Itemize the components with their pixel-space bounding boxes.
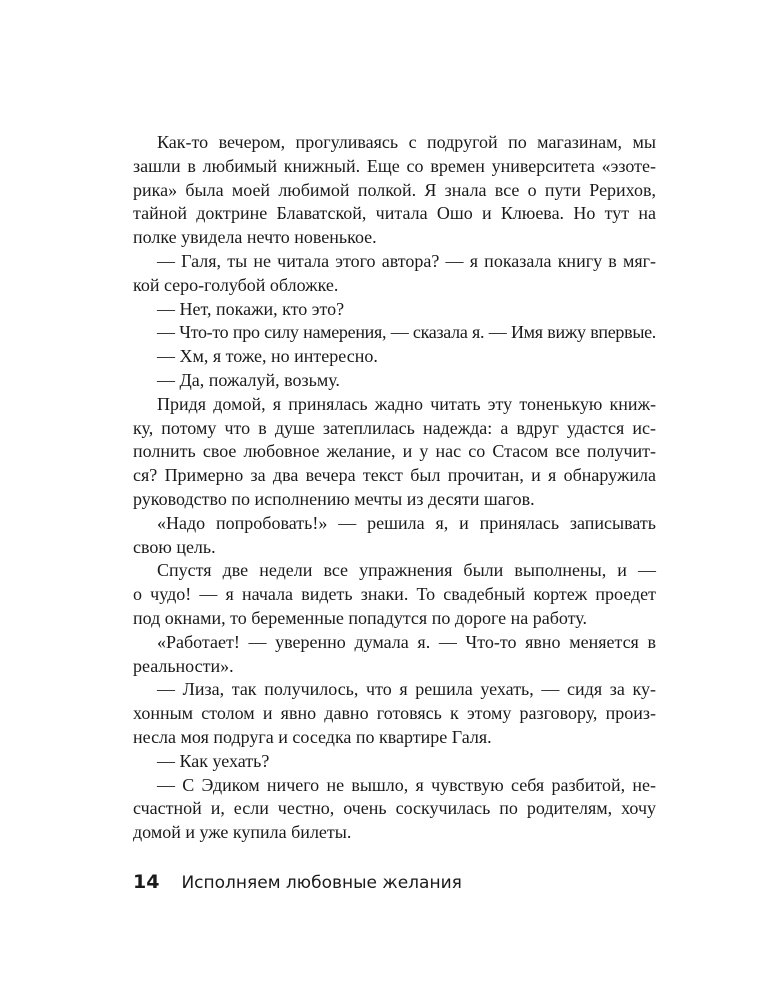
text-line: — Галя, ты не читала этого автора? — я показала книгу в мяг- <box>157 250 656 271</box>
page-number: 14 <box>133 871 160 893</box>
text-line: кой серо-голубой обложке. <box>133 274 339 295</box>
text-line: тайной доктрине Блаватской, читала Ошо и Клюева. Но тут на <box>133 203 656 224</box>
text-line: — Лиза, так получилось, что я решила уехать, — сидя за ку- <box>157 679 656 700</box>
text-line: Придя домой, я принялась жадно читать эту тоненькую книж- <box>157 393 656 414</box>
text-line: Как-то вечером, прогуливаясь с подругой по магазинам, мы <box>157 132 656 152</box>
text-line: полнить свое любовное желание, и у нас со Стасом все получит- <box>133 441 656 462</box>
text-line: «Работает! — уверенно думала я. — Что-то явно меняется в <box>157 631 656 652</box>
text-line: ся? Примерно за два вечера текст был прочитан, и я обнаружила <box>133 465 656 486</box>
text-line: о чудо! — я начала видеть знаки. То свадебный кортеж проедет <box>133 584 656 605</box>
text-line: — Да, пожалуй, возьму. <box>157 369 340 390</box>
text-line: реальности». <box>133 655 234 676</box>
text-line: свою цель. <box>133 536 216 557</box>
body-text <box>133 131 656 845</box>
text-line: — Что-то про силу намерения, — сказала я. — Имя вижу впервые. <box>157 322 656 343</box>
text-line: — Как уехать? <box>157 750 270 771</box>
text-line: — Нет, покажи, кто это? <box>157 298 345 319</box>
text-line: рика» была моей любимой полкой. Я знала все о пути Рерихов, <box>133 179 656 200</box>
text-line: хонным столом и явно давно готовясь к этому разговору, произ- <box>133 703 656 724</box>
text-line: ку, потому что в душе затеплилась надежда: а вдруг удастся ис- <box>133 417 656 438</box>
text-line: домой и уже купила билеты. <box>133 822 352 843</box>
page-footer <box>133 870 462 895</box>
text-line: — Хм, я тоже, но интересно. <box>157 346 378 367</box>
text-line: — С Эдиком ничего не вышло, я чувствую себя разбитой, не- <box>157 774 656 795</box>
text-line: зашли в любимый книжный. Еще со времен университета «эзоте- <box>133 155 656 176</box>
text-line: руководство по исполнению мечты из десяти шагов. <box>133 488 535 509</box>
text-line: под окнами, то беременные попадутся по дороге на работу. <box>133 607 587 628</box>
text-line: счастной и, если честно, очень соскучилась по родителям, хочу <box>133 798 656 819</box>
text-line: полке увидела нечто новенькое. <box>133 227 377 248</box>
text-line: Спустя две недели все упражнения были выполнены, и — <box>157 560 656 581</box>
running-title: Исполняем любовные желания <box>181 873 462 893</box>
text-line: несла моя подруга и соседка по квартире Галя. <box>133 726 492 747</box>
text-line: «Надо попробовать!» — решила я, и принялась записывать <box>157 512 656 533</box>
